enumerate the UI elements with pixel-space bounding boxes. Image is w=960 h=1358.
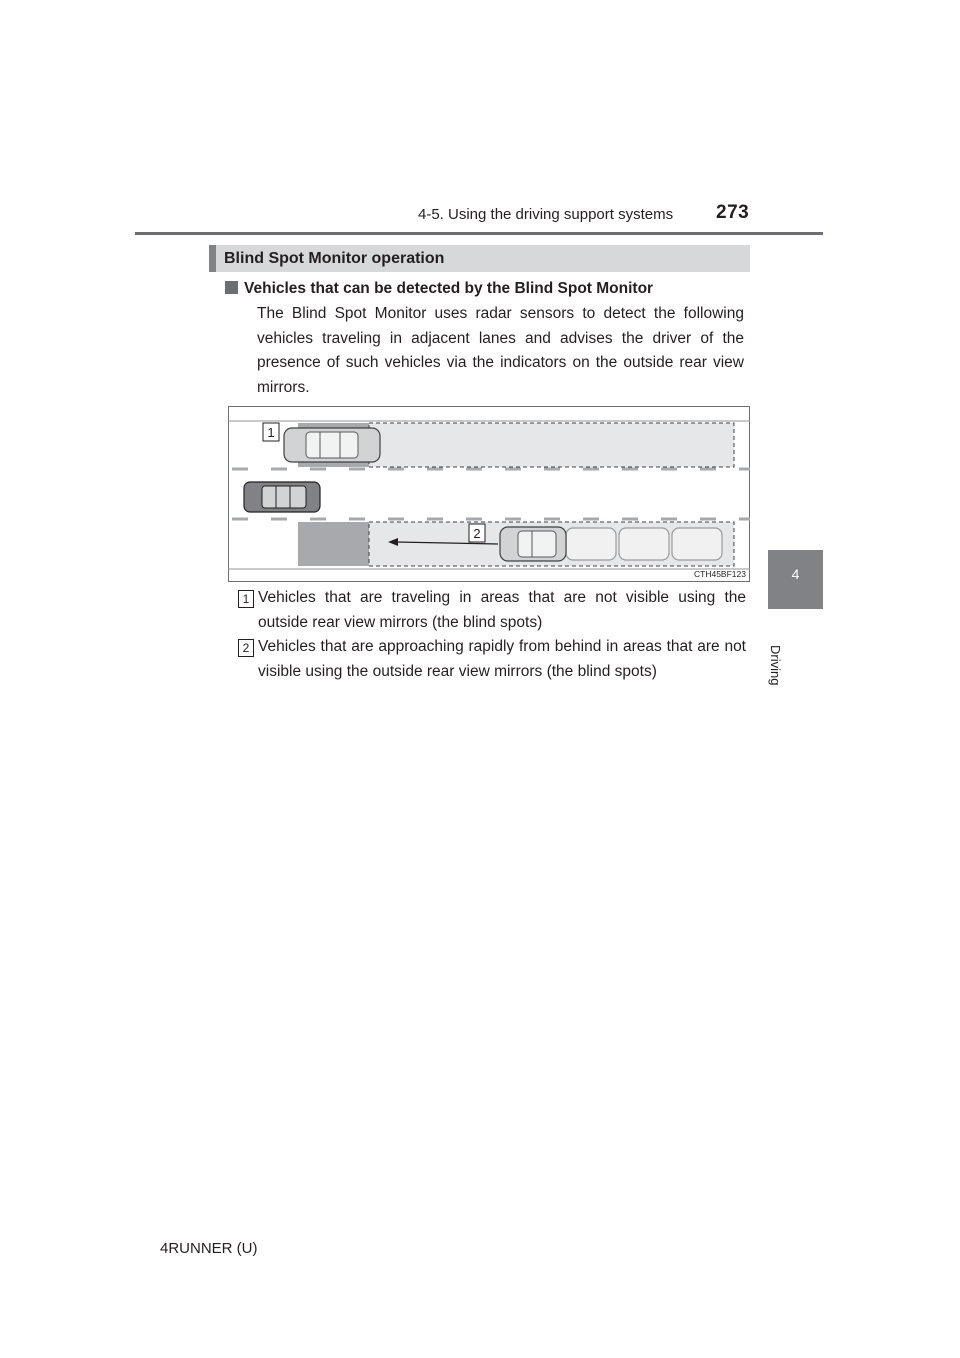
list-item <box>238 586 748 635</box>
approaching-vehicle-trail-icon <box>566 528 722 560</box>
page-number: 273 <box>716 202 750 223</box>
blind-spot-zone-lower <box>298 522 369 566</box>
chapter-number: 4 <box>791 566 800 582</box>
header-section-title: 4-5. Using the driving support systems <box>418 206 674 223</box>
callout-2 <box>469 524 485 542</box>
subsection-heading-text: Vehicles that can be detected by the Blind Spot Monitor <box>244 280 654 297</box>
vehicle-upper-icon <box>284 428 380 462</box>
approaching-vehicle-icon <box>500 527 566 561</box>
body-paragraph: The Blind Spot Monitor uses radar sensors to detect the following vehicles traveling in adjacent lanes and advises the driver of the presence of such vehicles via the indicators on the outside rear view mirrors. <box>257 305 744 396</box>
own-vehicle-icon <box>244 482 320 512</box>
list-number: 1 <box>238 590 254 608</box>
list-text: Vehicles that are approaching rapidly from behind in areas that are not visible using the outside rear view mirrors (the blind spots) <box>258 638 746 680</box>
figure-code: CTH45BF123 <box>694 569 746 579</box>
svg-text:1: 1 <box>267 425 275 440</box>
callout-1 <box>263 423 279 441</box>
header-divider <box>135 232 823 235</box>
subsection-heading <box>225 280 653 298</box>
list-text: Vehicles that are traveling in areas that are not visible using the outside rear view mirrors (the blind spots) <box>258 589 746 631</box>
detection-area-upper <box>369 423 734 467</box>
section-title: Blind Spot Monitor operation <box>224 250 445 267</box>
section-heading-accent <box>209 245 216 272</box>
list-item <box>238 635 748 684</box>
blind-spot-diagram <box>228 406 750 582</box>
footer-model: 4RUNNER (U) <box>160 1240 258 1257</box>
list-number: 2 <box>238 639 254 657</box>
chapter-label: Driving <box>768 645 783 686</box>
svg-text:2: 2 <box>473 526 481 541</box>
square-bullet-icon <box>225 281 238 294</box>
